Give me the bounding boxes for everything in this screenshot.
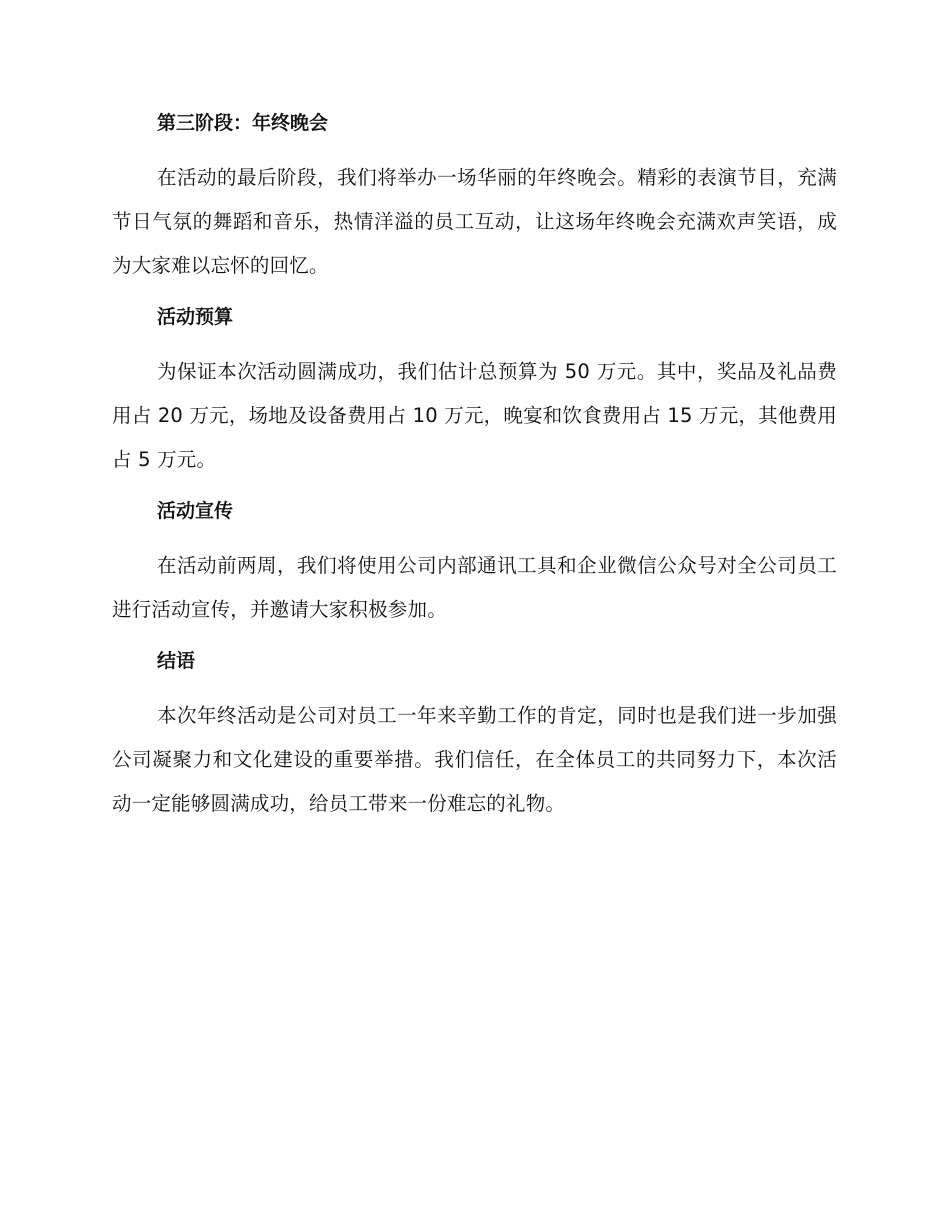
section-paragraph: 为保证本次活动圆满成功，我们估计总预算为 50 万元。其中，奖品及礼品费用占 20 万元，场地及设备费用占 10 万元，晚宴和饮食费用占 15 万元，其他费用占 5 万元。 — [112, 360, 837, 471]
section-conclusion — [112, 648, 837, 826]
section-promotion — [112, 498, 837, 632]
section-year-end-gala — [112, 110, 837, 288]
section-heading: 结语 — [157, 650, 196, 672]
section-paragraph: 在活动前两周，我们将使用公司内部通讯工具和企业微信公众号对全公司员工进行活动宣传，并邀请大家积极参加。 — [112, 554, 837, 621]
section-heading: 第三阶段：年终晚会 — [157, 112, 329, 134]
section-paragraph: 在活动的最后阶段，我们将举办一场华丽的年终晚会。精彩的表演节目，充满节日气氛的舞蹈和音乐，热情洋溢的员工互动，让这场年终晚会充满欢声笑语，成为大家难以忘怀的回忆。 — [112, 166, 837, 277]
section-heading: 活动预算 — [157, 306, 234, 328]
section-budget — [112, 304, 837, 482]
section-paragraph: 本次年终活动是公司对员工一年来辛勤工作的肯定，同时也是我们进一步加强公司凝聚力和文化建设的重要举措。我们信任，在全体员工的共同努力下，本次活动一定能够圆满成功，给员工带来一份难忘的礼物。 — [112, 704, 837, 815]
document-page — [112, 110, 837, 842]
section-heading: 活动宣传 — [157, 500, 234, 522]
